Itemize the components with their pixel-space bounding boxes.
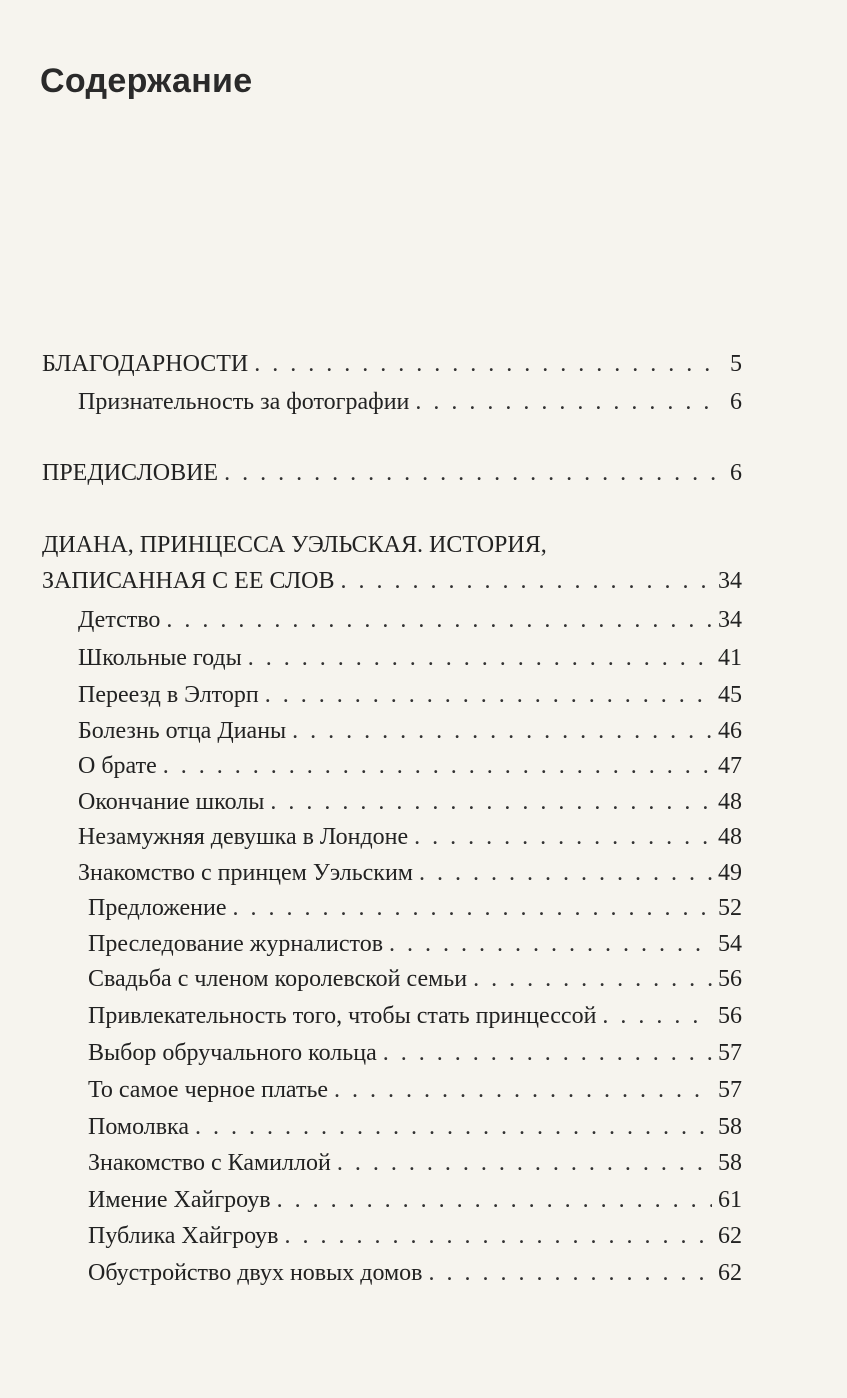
dot-leader <box>429 1258 712 1288</box>
toc-entry-label: Предложение <box>88 895 227 921</box>
toc-part-title-line1[interactable]: ДИАНА, ПРИНЦЕССА УЭЛЬСКАЯ. ИСТОРИЯ, <box>42 532 547 558</box>
dot-leader <box>341 566 712 596</box>
toc-chapter-entry[interactable] <box>78 858 742 888</box>
dot-leader <box>337 1148 712 1178</box>
dot-leader <box>414 822 712 852</box>
toc-page-number: 5 <box>730 351 742 377</box>
toc-entry-label: Помолвка <box>88 1114 190 1140</box>
dot-leader <box>163 751 712 781</box>
dot-leader <box>233 893 712 923</box>
toc-entry-label: Публика Хайгроув <box>88 1223 279 1249</box>
toc-page-number: 6 <box>730 389 742 415</box>
dot-leader <box>270 787 712 817</box>
toc-entry-label: Школьные годы <box>78 645 242 671</box>
toc-page-number: 56 <box>718 966 742 992</box>
toc-chapter-entry[interactable] <box>88 1185 742 1215</box>
toc-page-number: 46 <box>718 718 742 744</box>
toc-page-number: 48 <box>718 789 742 815</box>
toc-entry-part-title[interactable] <box>42 566 742 596</box>
dot-leader <box>602 1001 712 1031</box>
toc-chapter-entry[interactable] <box>78 643 742 673</box>
toc-entry-label: О брате <box>78 753 157 779</box>
toc-entry-photo-credits[interactable] <box>78 387 742 417</box>
dot-leader <box>334 1075 712 1105</box>
toc-chapter-entry[interactable] <box>88 1112 742 1142</box>
dot-leader <box>389 929 712 959</box>
toc-entry-preface[interactable] <box>42 458 742 488</box>
toc-chapter-entry[interactable] <box>78 822 742 852</box>
toc-chapter-entry[interactable] <box>88 1258 742 1288</box>
dot-leader <box>285 1221 713 1251</box>
toc-entry-label: БЛАГОДАРНОСТИ <box>42 351 249 377</box>
toc-entry-acknowledgments[interactable] <box>42 349 742 379</box>
toc-chapter-entry[interactable] <box>78 787 742 817</box>
toc-entry-label: То самое черное платье <box>88 1077 329 1103</box>
toc-chapter-entry[interactable] <box>88 1038 742 1068</box>
toc-entry-label: ПРЕДИСЛОВИЕ <box>42 460 219 486</box>
dot-leader <box>254 349 722 379</box>
toc-chapter-entry[interactable] <box>88 1221 742 1251</box>
toc-chapter-entry[interactable] <box>78 680 742 710</box>
toc-chapter-entry[interactable] <box>88 964 742 994</box>
dot-leader <box>277 1185 712 1215</box>
toc-entry-label: Признательность за фотографии <box>78 389 410 415</box>
toc-entry-label: Незамужняя девушка в Лондоне <box>78 824 409 850</box>
toc-entry-label: Свадьба с членом королевской семьи <box>88 966 468 992</box>
toc-page-number: 57 <box>718 1040 742 1066</box>
dot-leader <box>473 964 712 994</box>
toc-entry-label: Окончание школы <box>78 789 265 815</box>
toc-page-number: 34 <box>718 607 742 633</box>
toc-page-number: 45 <box>718 682 742 708</box>
toc-entry-label: Выбор обручального кольца <box>88 1040 377 1066</box>
dot-leader <box>415 387 722 417</box>
toc-page-number: 52 <box>718 895 742 921</box>
toc-chapter-entry[interactable] <box>78 751 742 781</box>
toc-page-number: 49 <box>718 860 742 886</box>
toc-chapter-entry[interactable] <box>78 716 742 746</box>
toc-chapter-entry[interactable] <box>78 605 742 635</box>
toc-chapter-entry[interactable] <box>88 929 742 959</box>
dot-leader <box>195 1112 712 1142</box>
dot-leader <box>265 680 712 710</box>
toc-entry-label: Детство <box>78 607 161 633</box>
toc-page-number: 58 <box>718 1150 742 1176</box>
toc-entry-label: Переезд в Элторп <box>78 682 259 708</box>
toc-page-number: 6 <box>730 460 742 486</box>
toc-entry-label: Знакомство с Камиллой <box>88 1150 331 1176</box>
toc-page-number: 41 <box>718 645 742 671</box>
toc-page-number: 34 <box>718 568 742 594</box>
toc-entry-label: Обустройство двух новых домов <box>88 1260 423 1286</box>
toc-page-number: 56 <box>718 1003 742 1029</box>
toc-entry-label: Болезнь отца Дианы <box>78 718 287 744</box>
toc-page-number: 47 <box>718 753 742 779</box>
toc-entry-label: ЗАПИСАННАЯ С ЕЕ СЛОВ <box>42 568 335 594</box>
toc-entry-label: Имение Хайгроув <box>88 1187 271 1213</box>
toc-chapter-entry[interactable] <box>88 1148 742 1178</box>
toc-page-number: 61 <box>718 1187 742 1213</box>
toc-entry-label: Знакомство с принцем Уэльским <box>78 860 413 886</box>
toc-entry-label: Привлекательность того, чтобы стать принцессой <box>88 1003 597 1029</box>
dot-leader <box>383 1038 712 1068</box>
dot-leader <box>224 458 722 488</box>
dot-leader <box>419 858 712 888</box>
toc-page-number: 48 <box>718 824 742 850</box>
toc-page-number: 58 <box>718 1114 742 1140</box>
toc-chapter-entry[interactable] <box>88 1001 742 1031</box>
toc-entry-label: Преследование журналистов <box>88 931 384 957</box>
toc-chapter-entry[interactable] <box>88 1075 742 1105</box>
toc-page-number: 62 <box>718 1223 742 1249</box>
toc-page-number: 62 <box>718 1260 742 1286</box>
toc-page-number: 54 <box>718 931 742 957</box>
page-title: Содержание <box>40 62 253 100</box>
toc-chapter-entry[interactable] <box>88 893 742 923</box>
toc-page-number: 57 <box>718 1077 742 1103</box>
dot-leader <box>248 643 712 673</box>
dot-leader <box>292 716 712 746</box>
dot-leader <box>166 605 712 635</box>
